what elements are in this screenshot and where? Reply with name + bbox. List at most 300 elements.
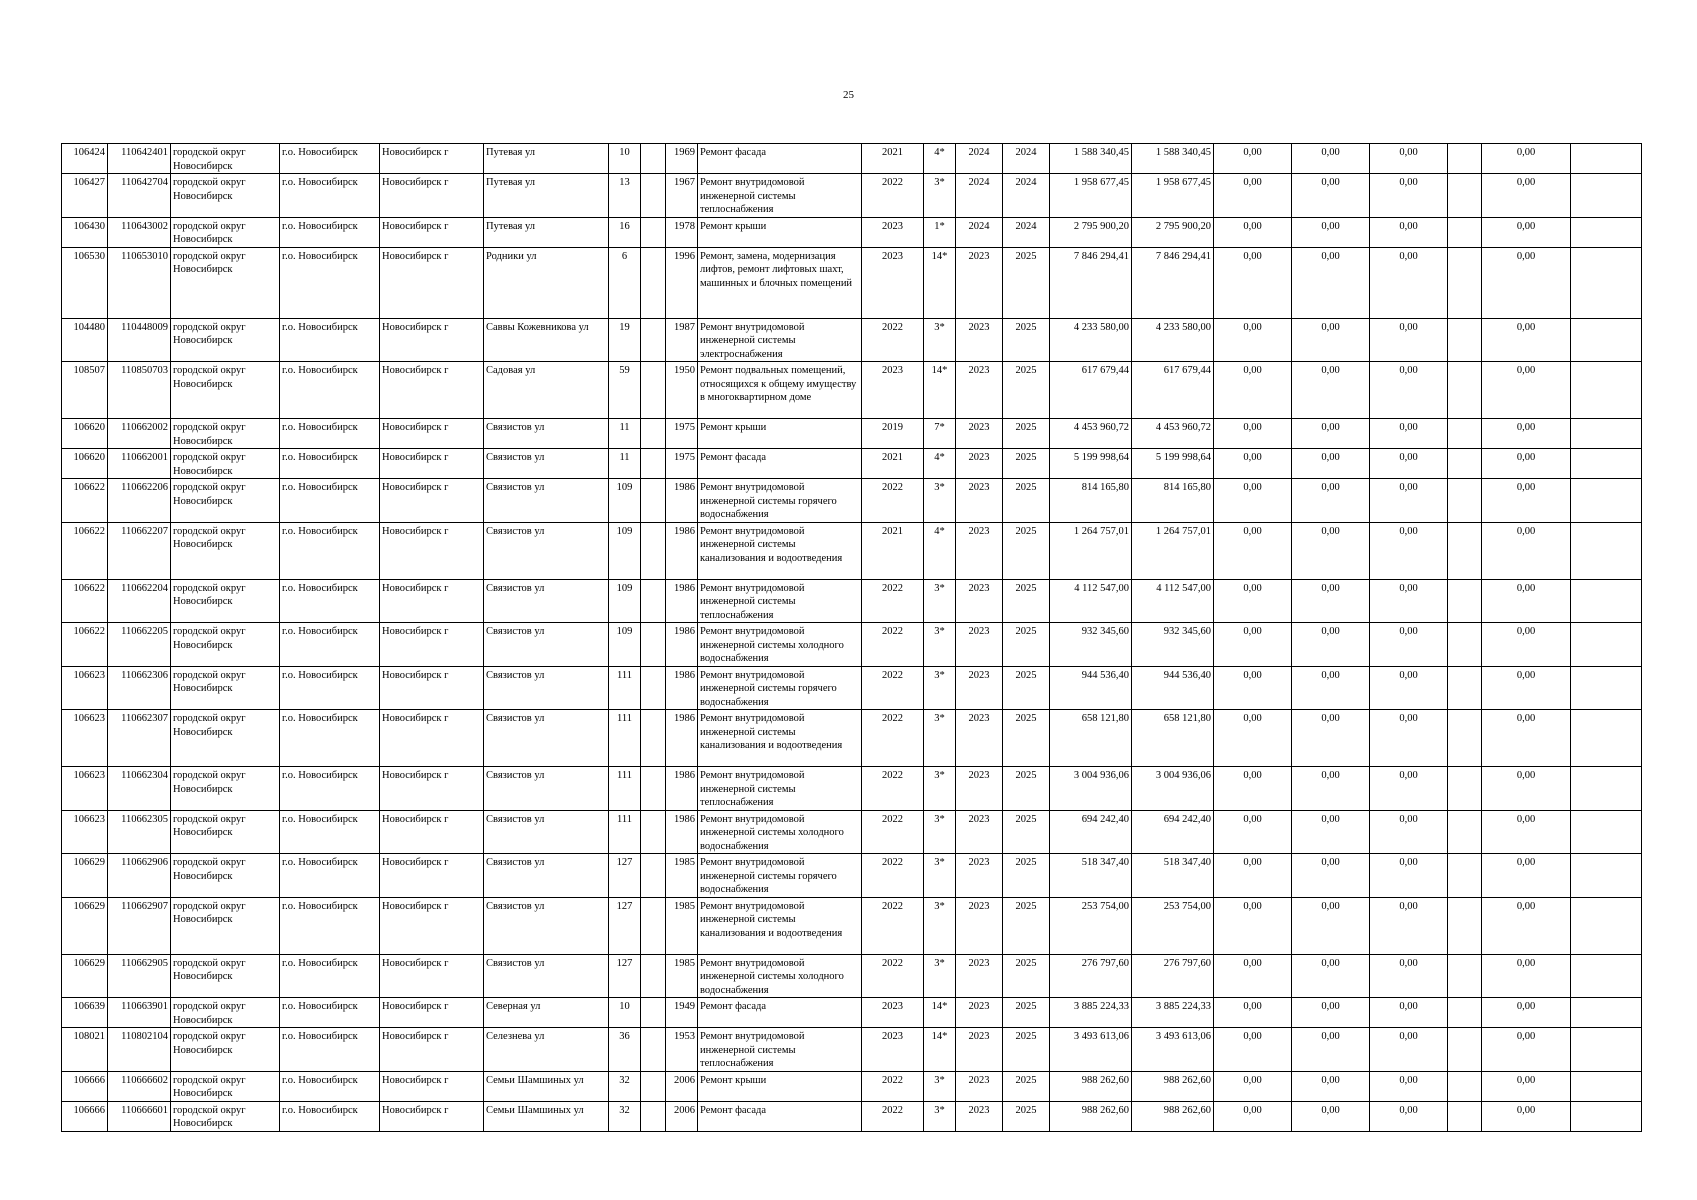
cell-building — [641, 1071, 666, 1101]
table-row — [62, 998, 1642, 1028]
cell-house-number: 19 — [609, 318, 641, 362]
cell-year-included: 2023 — [862, 217, 924, 247]
cell-owner-funds: 0,00 — [1482, 362, 1571, 419]
cell-work-group: 1* — [924, 217, 956, 247]
cell-col-20 — [1448, 998, 1482, 1028]
cell-local-funds: 0,00 — [1370, 1028, 1448, 1072]
cell-fund-cost: 1 958 677,45 — [1132, 174, 1214, 218]
cell-municipal-district: г.о. Новосибирск — [280, 1101, 380, 1131]
table-row — [62, 318, 1642, 362]
cell-work-group: 3* — [924, 579, 956, 623]
cell-settlement: Новосибирск г — [380, 954, 484, 998]
cell-municipality: городской округ Новосибирск — [171, 767, 280, 811]
cell-house-number: 11 — [609, 419, 641, 449]
cell-year-included: 2019 — [862, 419, 924, 449]
cell-municipal-district: г.о. Новосибирск — [280, 247, 380, 318]
cell-total-cost: 4 233 580,00 — [1050, 318, 1132, 362]
table-row — [62, 854, 1642, 898]
cell-work-group: 7* — [924, 419, 956, 449]
cell-build-year: 1986 — [666, 623, 698, 667]
cell-fund-cost: 617 679,44 — [1132, 362, 1214, 419]
cell-col-22 — [1571, 767, 1642, 811]
cell-col-20 — [1448, 1101, 1482, 1131]
cell-local-funds: 0,00 — [1370, 854, 1448, 898]
cell-street: Связистов ул — [484, 623, 609, 667]
cell-build-year: 1986 — [666, 522, 698, 579]
cell-work-type: Ремонт фасада — [698, 144, 862, 174]
table-row — [62, 1101, 1642, 1131]
cell-house-number: 36 — [609, 1028, 641, 1072]
cell-settlement: Новосибирск г — [380, 579, 484, 623]
cell-end-year: 2025 — [1003, 666, 1050, 710]
cell-house-number: 127 — [609, 954, 641, 998]
cell-owner-funds: 0,00 — [1482, 1101, 1571, 1131]
cell-work-type: Ремонт внутридомовой инженерной системы горячего водоснабжения — [698, 479, 862, 523]
cell-regional-funds: 0,00 — [1292, 362, 1370, 419]
cell-year-included: 2022 — [862, 897, 924, 954]
cell-house-id: 106622 — [62, 479, 108, 523]
cell-total-cost: 3 885 224,33 — [1050, 998, 1132, 1028]
table-row — [62, 522, 1642, 579]
cell-municipal-district: г.о. Новосибирск — [280, 174, 380, 218]
cell-fund-cost: 3 493 613,06 — [1132, 1028, 1214, 1072]
cell-street: Связистов ул — [484, 522, 609, 579]
cell-building — [641, 522, 666, 579]
cell-fund-cost: 1 264 757,01 — [1132, 522, 1214, 579]
cell-work-group: 3* — [924, 854, 956, 898]
cell-local-funds: 0,00 — [1370, 1071, 1448, 1101]
cell-col-20 — [1448, 1028, 1482, 1072]
table-row — [62, 579, 1642, 623]
cell-object-id: 110642401 — [108, 144, 171, 174]
cell-work-type: Ремонт фасада — [698, 1101, 862, 1131]
cell-municipal-district: г.о. Новосибирск — [280, 810, 380, 854]
table-row — [62, 247, 1642, 318]
cell-build-year: 1996 — [666, 247, 698, 318]
table-row — [62, 174, 1642, 218]
cell-fund-cost: 3 004 936,06 — [1132, 767, 1214, 811]
cell-municipality: городской округ Новосибирск — [171, 897, 280, 954]
cell-col-20 — [1448, 666, 1482, 710]
cell-work-type: Ремонт фасада — [698, 998, 862, 1028]
cell-total-cost: 276 797,60 — [1050, 954, 1132, 998]
cell-object-id: 110448009 — [108, 318, 171, 362]
cell-settlement: Новосибирск г — [380, 666, 484, 710]
cell-work-type: Ремонт внутридомовой инженерной системы теплоснабжения — [698, 1028, 862, 1072]
cell-end-year: 2025 — [1003, 1028, 1050, 1072]
cell-work-type: Ремонт внутридомовой инженерной системы канализования и водоотведения — [698, 710, 862, 767]
cell-col-20 — [1448, 579, 1482, 623]
cell-col-20 — [1448, 810, 1482, 854]
cell-build-year: 1986 — [666, 810, 698, 854]
cell-street: Связистов ул — [484, 854, 609, 898]
cell-municipality: городской округ Новосибирск — [171, 1071, 280, 1101]
cell-local-funds: 0,00 — [1370, 318, 1448, 362]
cell-owner-funds: 0,00 — [1482, 1071, 1571, 1101]
cell-house-number: 13 — [609, 174, 641, 218]
cell-build-year: 1986 — [666, 479, 698, 523]
cell-col-22 — [1571, 623, 1642, 667]
cell-col-20 — [1448, 174, 1482, 218]
cell-owner-funds: 0,00 — [1482, 710, 1571, 767]
cell-total-cost: 694 242,40 — [1050, 810, 1132, 854]
cell-year-included: 2021 — [862, 144, 924, 174]
cell-settlement: Новосибирск г — [380, 897, 484, 954]
cell-municipal-district: г.о. Новосибирск — [280, 579, 380, 623]
cell-start-year: 2023 — [956, 897, 1003, 954]
cell-year-included: 2022 — [862, 1071, 924, 1101]
cell-build-year: 1987 — [666, 318, 698, 362]
cell-owner-funds: 0,00 — [1482, 419, 1571, 449]
cell-building — [641, 1101, 666, 1131]
cell-municipal-district: г.о. Новосибирск — [280, 144, 380, 174]
cell-local-funds: 0,00 — [1370, 449, 1448, 479]
cell-start-year: 2023 — [956, 247, 1003, 318]
cell-federal-funds: 0,00 — [1214, 217, 1292, 247]
cell-work-group: 3* — [924, 623, 956, 667]
cell-work-group: 14* — [924, 1028, 956, 1072]
cell-year-included: 2022 — [862, 318, 924, 362]
cell-build-year: 1953 — [666, 1028, 698, 1072]
cell-street: Связистов ул — [484, 419, 609, 449]
cell-build-year: 1969 — [666, 144, 698, 174]
cell-fund-cost: 658 121,80 — [1132, 710, 1214, 767]
cell-start-year: 2023 — [956, 1028, 1003, 1072]
cell-end-year: 2025 — [1003, 810, 1050, 854]
cell-municipality: городской округ Новосибирск — [171, 362, 280, 419]
cell-owner-funds: 0,00 — [1482, 897, 1571, 954]
cell-object-id: 110653010 — [108, 247, 171, 318]
cell-municipality: городской округ Новосибирск — [171, 522, 280, 579]
cell-federal-funds: 0,00 — [1214, 810, 1292, 854]
cell-house-id: 108021 — [62, 1028, 108, 1072]
cell-house-number: 109 — [609, 479, 641, 523]
cell-regional-funds: 0,00 — [1292, 666, 1370, 710]
cell-col-20 — [1448, 854, 1482, 898]
cell-col-20 — [1448, 362, 1482, 419]
cell-col-20 — [1448, 419, 1482, 449]
cell-federal-funds: 0,00 — [1214, 522, 1292, 579]
cell-local-funds: 0,00 — [1370, 666, 1448, 710]
cell-build-year: 1986 — [666, 579, 698, 623]
cell-start-year: 2023 — [956, 1101, 1003, 1131]
cell-house-number: 109 — [609, 623, 641, 667]
cell-object-id: 110662002 — [108, 419, 171, 449]
cell-regional-funds: 0,00 — [1292, 579, 1370, 623]
cell-fund-cost: 932 345,60 — [1132, 623, 1214, 667]
cell-house-number: 109 — [609, 522, 641, 579]
cell-regional-funds: 0,00 — [1292, 1101, 1370, 1131]
cell-col-22 — [1571, 217, 1642, 247]
page-number: 25 — [843, 89, 854, 101]
cell-municipal-district: г.о. Новосибирск — [280, 854, 380, 898]
cell-building — [641, 897, 666, 954]
cell-work-type: Ремонт внутридомовой инженерной системы горячего водоснабжения — [698, 666, 862, 710]
cell-regional-funds: 0,00 — [1292, 217, 1370, 247]
cell-year-included: 2023 — [862, 1028, 924, 1072]
cell-work-group: 3* — [924, 1071, 956, 1101]
cell-build-year: 1986 — [666, 767, 698, 811]
cell-work-type: Ремонт внутридомовой инженерной системы теплоснабжения — [698, 579, 862, 623]
cell-fund-cost: 1 588 340,45 — [1132, 144, 1214, 174]
cell-federal-funds: 0,00 — [1214, 247, 1292, 318]
cell-work-group: 3* — [924, 174, 956, 218]
cell-regional-funds: 0,00 — [1292, 767, 1370, 811]
cell-col-22 — [1571, 144, 1642, 174]
cell-work-group: 4* — [924, 522, 956, 579]
cell-federal-funds: 0,00 — [1214, 1028, 1292, 1072]
cell-house-id: 106629 — [62, 854, 108, 898]
capital-repair-table — [61, 143, 1642, 1132]
cell-start-year: 2024 — [956, 174, 1003, 218]
cell-local-funds: 0,00 — [1370, 623, 1448, 667]
cell-year-included: 2022 — [862, 954, 924, 998]
cell-end-year: 2025 — [1003, 623, 1050, 667]
cell-settlement: Новосибирск г — [380, 998, 484, 1028]
cell-col-20 — [1448, 623, 1482, 667]
table-row — [62, 217, 1642, 247]
cell-work-group: 3* — [924, 810, 956, 854]
cell-build-year: 1950 — [666, 362, 698, 419]
cell-total-cost: 1 958 677,45 — [1050, 174, 1132, 218]
cell-municipal-district: г.о. Новосибирск — [280, 1028, 380, 1072]
cell-municipality: городской округ Новосибирск — [171, 954, 280, 998]
cell-settlement: Новосибирск г — [380, 623, 484, 667]
cell-total-cost: 2 795 900,20 — [1050, 217, 1132, 247]
cell-total-cost: 518 347,40 — [1050, 854, 1132, 898]
cell-work-group: 3* — [924, 1101, 956, 1131]
cell-settlement: Новосибирск г — [380, 419, 484, 449]
cell-object-id: 110662307 — [108, 710, 171, 767]
cell-street: Связистов ул — [484, 710, 609, 767]
cell-total-cost: 988 262,60 — [1050, 1071, 1132, 1101]
cell-total-cost: 7 846 294,41 — [1050, 247, 1132, 318]
cell-build-year: 1978 — [666, 217, 698, 247]
cell-settlement: Новосибирск г — [380, 854, 484, 898]
cell-work-type: Ремонт, замена, модернизация лифтов, ремонт лифтовых шахт, машинных и блочных помещений — [698, 247, 862, 318]
cell-object-id: 110662906 — [108, 854, 171, 898]
cell-start-year: 2023 — [956, 479, 1003, 523]
cell-street: Саввы Кожевникова ул — [484, 318, 609, 362]
table-row — [62, 954, 1642, 998]
cell-object-id: 110662001 — [108, 449, 171, 479]
cell-build-year: 1975 — [666, 449, 698, 479]
cell-start-year: 2023 — [956, 623, 1003, 667]
cell-house-id: 106639 — [62, 998, 108, 1028]
cell-col-22 — [1571, 998, 1642, 1028]
cell-year-included: 2022 — [862, 767, 924, 811]
cell-end-year: 2025 — [1003, 897, 1050, 954]
cell-work-type: Ремонт внутридомовой инженерной системы холодного водоснабжения — [698, 623, 862, 667]
cell-building — [641, 318, 666, 362]
cell-municipal-district: г.о. Новосибирск — [280, 419, 380, 449]
cell-house-id: 106623 — [62, 710, 108, 767]
cell-settlement: Новосибирск г — [380, 362, 484, 419]
cell-fund-cost: 988 262,60 — [1132, 1071, 1214, 1101]
cell-building — [641, 1028, 666, 1072]
cell-owner-funds: 0,00 — [1482, 767, 1571, 811]
cell-settlement: Новосибирск г — [380, 479, 484, 523]
cell-work-group: 3* — [924, 666, 956, 710]
cell-col-22 — [1571, 854, 1642, 898]
cell-start-year: 2023 — [956, 362, 1003, 419]
cell-building — [641, 144, 666, 174]
cell-building — [641, 419, 666, 449]
cell-start-year: 2024 — [956, 217, 1003, 247]
cell-owner-funds: 0,00 — [1482, 623, 1571, 667]
cell-settlement: Новосибирск г — [380, 522, 484, 579]
cell-house-number: 32 — [609, 1071, 641, 1101]
cell-municipality: городской округ Новосибирск — [171, 144, 280, 174]
cell-end-year: 2025 — [1003, 767, 1050, 811]
cell-col-20 — [1448, 247, 1482, 318]
cell-building — [641, 998, 666, 1028]
cell-federal-funds: 0,00 — [1214, 666, 1292, 710]
cell-house-id: 106666 — [62, 1101, 108, 1131]
cell-municipal-district: г.о. Новосибирск — [280, 1071, 380, 1101]
cell-owner-funds: 0,00 — [1482, 449, 1571, 479]
cell-street: Связистов ул — [484, 897, 609, 954]
cell-regional-funds: 0,00 — [1292, 318, 1370, 362]
cell-end-year: 2025 — [1003, 419, 1050, 449]
cell-street: Северная ул — [484, 998, 609, 1028]
cell-object-id: 110662205 — [108, 623, 171, 667]
cell-col-22 — [1571, 1028, 1642, 1072]
cell-col-22 — [1571, 710, 1642, 767]
cell-regional-funds: 0,00 — [1292, 247, 1370, 318]
cell-col-20 — [1448, 318, 1482, 362]
cell-fund-cost: 4 453 960,72 — [1132, 419, 1214, 449]
cell-start-year: 2023 — [956, 449, 1003, 479]
cell-end-year: 2025 — [1003, 247, 1050, 318]
table-row — [62, 362, 1642, 419]
cell-fund-cost: 988 262,60 — [1132, 1101, 1214, 1131]
cell-street: Садовая ул — [484, 362, 609, 419]
cell-federal-funds: 0,00 — [1214, 710, 1292, 767]
cell-col-22 — [1571, 954, 1642, 998]
cell-federal-funds: 0,00 — [1214, 362, 1292, 419]
cell-municipality: городской округ Новосибирск — [171, 579, 280, 623]
table-body — [62, 144, 1642, 1132]
cell-settlement: Новосибирск г — [380, 767, 484, 811]
cell-local-funds: 0,00 — [1370, 998, 1448, 1028]
cell-municipality: городской округ Новосибирск — [171, 318, 280, 362]
cell-fund-cost: 4 112 547,00 — [1132, 579, 1214, 623]
cell-year-included: 2022 — [862, 1101, 924, 1131]
cell-federal-funds: 0,00 — [1214, 419, 1292, 449]
cell-work-type: Ремонт внутридомовой инженерной системы электроснабжения — [698, 318, 862, 362]
cell-house-number: 32 — [609, 1101, 641, 1131]
cell-regional-funds: 0,00 — [1292, 522, 1370, 579]
cell-start-year: 2023 — [956, 854, 1003, 898]
cell-year-included: 2023 — [862, 998, 924, 1028]
cell-start-year: 2023 — [956, 318, 1003, 362]
cell-owner-funds: 0,00 — [1482, 174, 1571, 218]
cell-local-funds: 0,00 — [1370, 419, 1448, 449]
cell-fund-cost: 814 165,80 — [1132, 479, 1214, 523]
cell-work-group: 4* — [924, 449, 956, 479]
cell-settlement: Новосибирск г — [380, 710, 484, 767]
cell-object-id: 110643002 — [108, 217, 171, 247]
cell-object-id: 110802104 — [108, 1028, 171, 1072]
cell-work-group: 4* — [924, 144, 956, 174]
cell-street: Семьи Шамшиных ул — [484, 1071, 609, 1101]
cell-work-group: 14* — [924, 247, 956, 318]
cell-federal-funds: 0,00 — [1214, 854, 1292, 898]
table-row — [62, 810, 1642, 854]
cell-municipality: городской округ Новосибирск — [171, 1028, 280, 1072]
cell-local-funds: 0,00 — [1370, 710, 1448, 767]
cell-municipal-district: г.о. Новосибирск — [280, 449, 380, 479]
cell-col-20 — [1448, 767, 1482, 811]
table-row — [62, 449, 1642, 479]
table-row — [62, 623, 1642, 667]
cell-house-number: 111 — [609, 710, 641, 767]
cell-house-number: 111 — [609, 666, 641, 710]
cell-owner-funds: 0,00 — [1482, 998, 1571, 1028]
cell-local-funds: 0,00 — [1370, 174, 1448, 218]
cell-municipality: городской округ Новосибирск — [171, 217, 280, 247]
cell-col-22 — [1571, 362, 1642, 419]
cell-end-year: 2025 — [1003, 479, 1050, 523]
cell-settlement: Новосибирск г — [380, 144, 484, 174]
cell-year-included: 2023 — [862, 362, 924, 419]
cell-year-included: 2022 — [862, 710, 924, 767]
cell-start-year: 2023 — [956, 710, 1003, 767]
cell-local-funds: 0,00 — [1370, 767, 1448, 811]
cell-start-year: 2023 — [956, 579, 1003, 623]
cell-house-number: 11 — [609, 449, 641, 479]
cell-work-type: Ремонт внутридомовой инженерной системы теплоснабжения — [698, 174, 862, 218]
cell-regional-funds: 0,00 — [1292, 623, 1370, 667]
cell-regional-funds: 0,00 — [1292, 954, 1370, 998]
cell-owner-funds: 0,00 — [1482, 318, 1571, 362]
cell-municipal-district: г.о. Новосибирск — [280, 897, 380, 954]
cell-owner-funds: 0,00 — [1482, 579, 1571, 623]
cell-col-22 — [1571, 810, 1642, 854]
cell-house-number: 10 — [609, 144, 641, 174]
cell-object-id: 110662306 — [108, 666, 171, 710]
cell-end-year: 2024 — [1003, 217, 1050, 247]
cell-owner-funds: 0,00 — [1482, 954, 1571, 998]
cell-object-id: 110662304 — [108, 767, 171, 811]
cell-federal-funds: 0,00 — [1214, 767, 1292, 811]
cell-building — [641, 579, 666, 623]
cell-municipality: городской округ Новосибирск — [171, 998, 280, 1028]
table-row — [62, 710, 1642, 767]
cell-fund-cost: 2 795 900,20 — [1132, 217, 1214, 247]
cell-owner-funds: 0,00 — [1482, 666, 1571, 710]
cell-work-type: Ремонт подвальных помещений, относящихся к общему имуществу в многоквартирном доме — [698, 362, 862, 419]
cell-col-20 — [1448, 522, 1482, 579]
table-row — [62, 1071, 1642, 1101]
cell-work-type: Ремонт внутридомовой инженерной системы холодного водоснабжения — [698, 810, 862, 854]
cell-col-22 — [1571, 318, 1642, 362]
cell-house-id: 106623 — [62, 810, 108, 854]
cell-house-number: 127 — [609, 854, 641, 898]
cell-federal-funds: 0,00 — [1214, 318, 1292, 362]
cell-col-20 — [1448, 710, 1482, 767]
cell-house-id: 106530 — [62, 247, 108, 318]
cell-work-type: Ремонт крыши — [698, 217, 862, 247]
cell-end-year: 2025 — [1003, 1071, 1050, 1101]
cell-start-year: 2023 — [956, 810, 1003, 854]
cell-start-year: 2024 — [956, 144, 1003, 174]
cell-building — [641, 710, 666, 767]
cell-federal-funds: 0,00 — [1214, 174, 1292, 218]
cell-municipality: городской округ Новосибирск — [171, 247, 280, 318]
cell-street: Связистов ул — [484, 954, 609, 998]
